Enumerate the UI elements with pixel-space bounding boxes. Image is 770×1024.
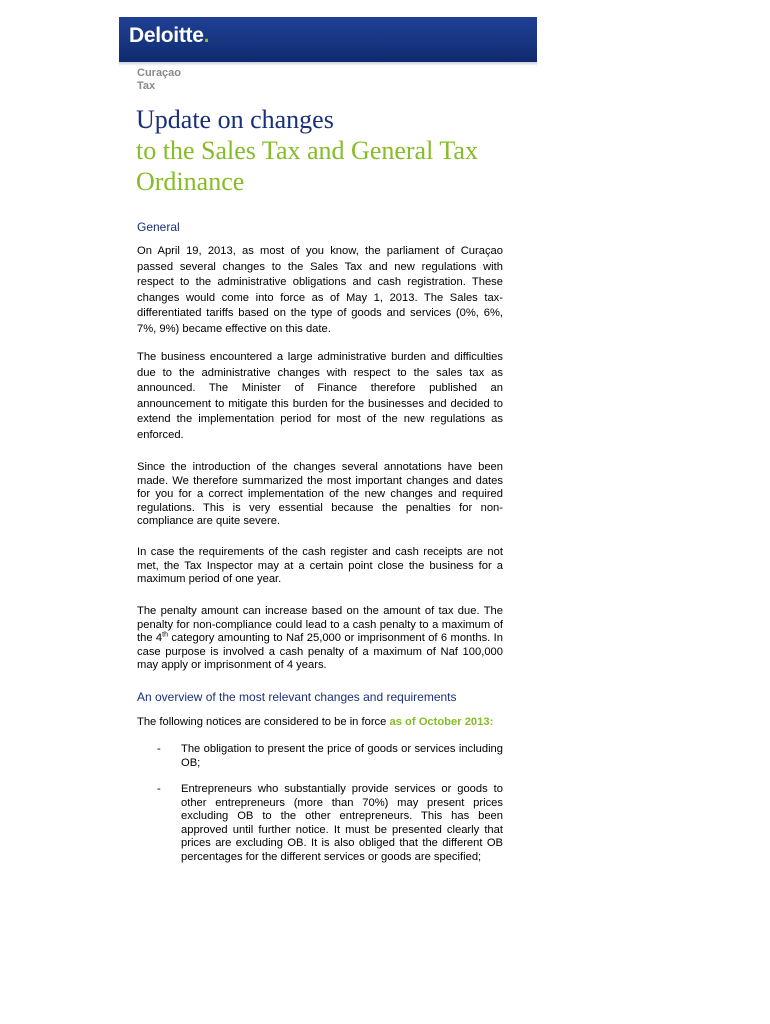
paragraph-cash-register: In case the requirements of the cash register and cash receipts are not met, the Tax Inspector may at a certain point close the business for a maximum period of one year. <box>137 546 503 586</box>
country-label: Curaçao <box>137 67 182 79</box>
highlight-date: as of October 2013: <box>389 716 494 728</box>
title-line-3: Ordinance <box>136 167 245 196</box>
header-banner <box>119 17 537 62</box>
section-heading-overview: An overview of the most relevant changes and requirements <box>137 690 457 704</box>
section-heading-general: General <box>137 220 180 234</box>
bullet-marker: - <box>157 743 161 755</box>
deloitte-logo: Deloitte. <box>129 24 210 47</box>
banner-shadow <box>119 62 537 66</box>
bullet-item: The obligation to present the price of goods or services including OB; <box>181 743 503 769</box>
title-line-2: to the Sales Tax and General Tax <box>136 136 478 165</box>
paragraph-intro: On April 19, 2013, as most of you know, the parliament of Curaçao passed several changes to the Sales Tax and new regulations with respect to the administrative obligations and cash registration. These changes would come into force as of May 1, 2013. The Sales tax-differentiated tariffs based on the type of goods and services (0%, 6%, 7%, 9%) became effective on this date. <box>137 245 503 335</box>
overview-intro: The following notices are considered to be in force as of October 2013: <box>137 716 494 728</box>
bullet-item: Entrepreneurs who substantially provide services or goods to other entrepreneurs (more than 70%) may present prices excluding OB to the other entrepreneurs. This has been approved until further notice. It must be presented clearly that prices are excluding OB. It is also obliged that the different OB percentages for the different services or goods are specified; <box>181 783 503 863</box>
title-line-1: Update on changes <box>136 105 334 134</box>
page-title <box>136 104 536 197</box>
paragraph-burden: The business encountered a large administrative burden and difficulties due to the administrative changes with respect to the sales tax as announced. The Minister of Finance therefore published an announcement to mitigate this burden for the businesses and decided to extend the implementation period for most of the new regulations as enforced. <box>137 351 503 441</box>
paragraph-penalty: The penalty amount can increase based on the amount of tax due. The penalty for non-compliance could lead to a cash penalty to a maximum of the 4th category amounting to Naf 25,000 or imprisonment of 6 months. In case purpose is involved a cash penalty of a maximum of Naf 100,000 may apply or imprisonment of 4 years. <box>137 605 503 672</box>
paragraph-annotations: Since the introduction of the changes several annotations have been made. We therefore summarized the most important changes and dates for you for a correct implementation of the new changes and required regulations. This is very essential because the penalties for non-compliance are quite severe. <box>137 461 503 528</box>
section-label: Tax <box>137 80 156 92</box>
bullet-marker: - <box>157 783 161 795</box>
